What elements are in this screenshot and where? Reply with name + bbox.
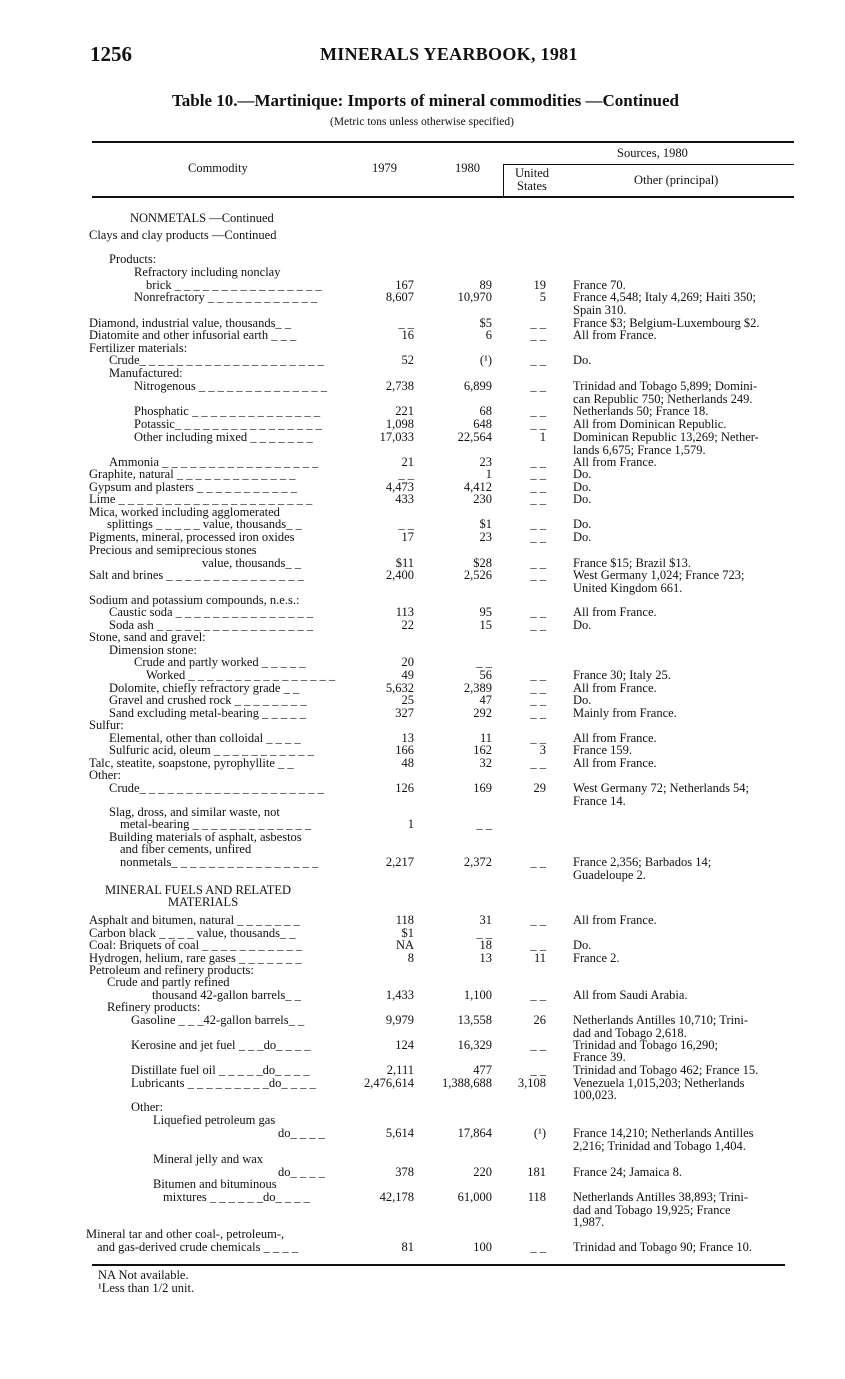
commodity-cell: Dimension stone: — [109, 643, 197, 657]
table-bottom-rule — [92, 1264, 785, 1266]
other-principal-cell: Trinidad and Tobago 462; France 15. — [573, 1063, 759, 1077]
commodity-cell: mixtures _ _ _ _ _ _do_ _ _ _ — [163, 1190, 310, 1204]
value-1979-cell: 2,738 — [385, 379, 414, 393]
united-states-cell: 3,108 — [517, 1076, 546, 1090]
other-principal-cell: Guadeloupe 2. — [573, 868, 646, 882]
commodity-cell: NONMETALS —Continued — [130, 211, 274, 225]
commodity-cell: Sodium and potassium compounds, n.e.s.: — [89, 593, 300, 607]
other-principal-cell: United Kingdom 661. — [573, 581, 683, 595]
other-principal-cell: Do. — [573, 480, 592, 494]
united-states-cell: _ _ — [530, 480, 546, 494]
commodity-cell: Liquefied petroleum gas — [153, 1113, 276, 1127]
other-principal-cell: 100,023. — [573, 1088, 617, 1102]
value-1980-cell: 61,000 — [457, 1190, 492, 1204]
value-1980-cell: 2,389 — [463, 681, 492, 695]
commodity-cell: Precious and semiprecious stones — [89, 543, 257, 557]
commodity-cell: Caustic soda _ _ _ _ _ _ _ _ _ _ _ _ _ _ _ — [109, 605, 314, 619]
table-row — [0, 266, 845, 279]
other-principal-cell: Do. — [573, 938, 592, 952]
value-1980-cell: 23 — [479, 530, 492, 544]
table-row — [0, 896, 845, 909]
other-principal-cell: France 14. — [573, 794, 626, 808]
united-states-cell: 3 — [539, 743, 546, 757]
other-principal-cell: Do. — [573, 353, 592, 367]
value-1979-cell: 21 — [401, 455, 414, 469]
commodity-cell: splittings _ _ _ _ _ value, thousands_ _ — [107, 517, 302, 531]
value-1979-cell: _ _ — [398, 517, 414, 531]
table-row — [0, 1014, 845, 1027]
value-1979-cell: 124 — [395, 1038, 414, 1052]
other-principal-cell: 1,987. — [573, 1215, 605, 1229]
commodity-cell: Crude and partly refined — [107, 975, 230, 989]
commodity-cell: Other: — [131, 1100, 163, 1114]
value-1980-cell: 4,412 — [463, 480, 492, 494]
commodity-cell: Stone, sand and gravel: — [89, 630, 206, 644]
value-1980-cell: 22,564 — [457, 430, 492, 444]
table-row — [0, 212, 845, 225]
value-1980-cell: _ _ — [476, 655, 492, 669]
value-1979-cell: 2,217 — [385, 855, 414, 869]
commodity-cell: and fiber cements, unfired — [120, 842, 252, 856]
commodity-cell: Lubricants _ _ _ _ _ _ _ _ _do_ _ _ _ — [131, 1076, 316, 1090]
table-row — [0, 1241, 845, 1254]
commodity-cell: metal-bearing _ _ _ _ _ _ _ _ _ _ _ _ _ — [120, 817, 312, 831]
commodity-cell: Soda ash _ _ _ _ _ _ _ _ _ _ _ _ _ _ _ _ _ — [109, 618, 314, 632]
value-1980-cell: 68 — [479, 404, 492, 418]
value-1980-cell: 17,864 — [457, 1126, 492, 1140]
value-1979-cell: $11 — [395, 556, 414, 570]
commodity-cell: Nonrefractory _ _ _ _ _ _ _ _ _ _ _ _ — [134, 290, 318, 304]
other-principal-cell: All from Dominican Republic. — [573, 417, 727, 431]
value-1979-cell: 166 — [395, 743, 414, 757]
other-principal-cell: Netherlands Antilles 10,710; Trini- — [573, 1013, 748, 1027]
header-bottom-rule — [92, 196, 794, 198]
united-states-cell: _ _ — [530, 731, 546, 745]
united-states-cell: _ _ — [530, 568, 546, 582]
commodity-cell: Asphalt and bitumen, natural _ _ _ _ _ _ _ — [89, 913, 300, 927]
commodity-cell: Sulfuric acid, oleum _ _ _ _ _ _ _ _ _ _ _ — [109, 743, 314, 757]
value-1980-cell: $28 — [473, 556, 492, 570]
other-principal-cell: France $15; Brazil $13. — [573, 556, 692, 570]
header-top-rule — [92, 141, 794, 143]
commodity-cell: Elemental, other than colloidal _ _ _ _ — [109, 731, 301, 745]
table-row — [0, 782, 845, 795]
commodity-cell: Gasoline _ _ _42-gallon barrels_ _ — [131, 1013, 305, 1027]
value-1979-cell: 2,400 — [385, 568, 414, 582]
other-principal-cell: Trinidad and Tobago 5,899; Domini- — [573, 379, 758, 393]
value-1980-cell: 11 — [479, 731, 492, 745]
value-1979-cell: 8 — [407, 951, 414, 965]
united-states-cell: _ _ — [530, 706, 546, 720]
other-principal-cell: France 30; Italy 25. — [573, 668, 671, 682]
value-1979-cell: 25 — [401, 693, 414, 707]
header-united-states-line1: United — [515, 166, 550, 180]
commodity-cell: Fertilizer materials: — [89, 341, 188, 355]
commodity-cell: Refractory including nonclay — [134, 265, 281, 279]
table-row — [0, 544, 845, 557]
value-1979-cell: 42,178 — [379, 1190, 414, 1204]
value-1980-cell: 56 — [479, 668, 492, 682]
other-principal-cell: Do. — [573, 467, 592, 481]
commodity-cell: brick _ _ _ _ _ _ _ _ _ _ _ _ _ _ _ _ — [146, 278, 322, 292]
value-1980-cell: 162 — [473, 743, 492, 757]
united-states-cell: _ _ — [530, 353, 546, 367]
value-1979-cell: 433 — [395, 492, 414, 506]
united-states-cell: _ _ — [530, 756, 546, 770]
value-1979-cell: 49 — [401, 668, 414, 682]
value-1979-cell: 48 — [401, 756, 414, 770]
other-principal-cell: Mainly from France. — [573, 706, 677, 720]
other-principal-cell: Do. — [573, 618, 592, 632]
value-1979-cell: 52 — [401, 353, 414, 367]
table-row — [0, 1101, 845, 1114]
value-1979-cell: 113 — [395, 605, 414, 619]
value-1980-cell: 18 — [479, 938, 492, 952]
other-principal-cell: Trinidad and Tobago 16,290; — [573, 1038, 718, 1052]
other-principal-cell: Spain 310. — [573, 303, 627, 317]
other-principal-cell: lands 6,675; France 1,579. — [573, 443, 706, 457]
commodity-cell: and gas-derived crude chemicals _ _ _ _ — [97, 1240, 298, 1254]
value-1979-cell: 167 — [395, 278, 414, 292]
value-1979-cell: 1 — [407, 817, 414, 831]
other-principal-cell: West Germany 1,024; France 723; — [573, 568, 745, 582]
united-states-cell: 26 — [533, 1013, 546, 1027]
value-1980-cell: 169 — [473, 781, 492, 795]
table-row — [0, 291, 845, 304]
table-row — [0, 856, 845, 869]
value-1979-cell: 81 — [401, 1240, 414, 1254]
value-1979-cell: 327 — [395, 706, 414, 720]
header-commodity: Commodity — [188, 161, 248, 175]
page-number: 1256 — [90, 42, 132, 66]
other-principal-cell: France 14,210; Netherlands Antilles — [573, 1126, 754, 1140]
other-principal-cell: France 4,548; Italy 4,269; Haiti 350; — [573, 290, 756, 304]
value-1979-cell: 22 — [401, 618, 414, 632]
table-row — [0, 569, 845, 582]
value-1980-cell: 16,329 — [457, 1038, 492, 1052]
commodity-cell: Mica, worked including agglomerated — [89, 505, 280, 519]
table-subtitle: (Metric tons unless otherwise specified) — [330, 116, 514, 128]
value-1980-cell: _ _ — [476, 926, 492, 940]
commodity-cell: Bitumen and bituminous — [153, 1177, 277, 1191]
other-principal-cell: All from France. — [573, 455, 657, 469]
value-1980-cell: 13,558 — [457, 1013, 492, 1027]
table-row — [0, 1140, 845, 1153]
other-principal-cell: France 2,356; Barbados 14; — [573, 855, 712, 869]
value-1980-cell: 1 — [485, 467, 492, 481]
table-row — [0, 869, 845, 882]
table-row — [0, 1153, 845, 1166]
united-states-cell: _ _ — [530, 1038, 546, 1052]
commodity-cell: Salt and brines _ _ _ _ _ _ _ _ _ _ _ _ _ _ _ — [89, 568, 304, 582]
value-1980-cell: 648 — [473, 417, 492, 431]
value-1980-cell: 220 — [473, 1165, 492, 1179]
commodity-cell: Graphite, natural _ _ _ _ _ _ _ _ _ _ _ _ _ — [89, 467, 296, 481]
header-1980: 1980 — [455, 161, 480, 175]
value-1980-cell: 6 — [485, 328, 492, 342]
value-1980-cell: 47 — [479, 693, 492, 707]
united-states-cell: _ _ — [530, 938, 546, 952]
united-states-cell: _ _ — [530, 1063, 546, 1077]
commodity-cell: Lime _ _ _ _ _ _ _ _ _ _ _ _ _ _ _ _ _ _ _ _ _ — [89, 492, 313, 506]
commodity-cell: value, thousands_ _ — [202, 556, 301, 570]
header-sources-1980: Sources, 1980 — [617, 146, 688, 160]
value-1979-cell: 20 — [401, 655, 414, 669]
commodity-cell: Phosphatic _ _ _ _ _ _ _ _ _ _ _ _ _ _ — [134, 404, 321, 418]
commodity-cell: Potassic_ _ _ _ _ _ _ _ _ _ _ _ _ _ _ _ — [134, 417, 322, 431]
other-principal-cell: can Republic 750; Netherlands 249. — [573, 392, 753, 406]
value-1979-cell: 118 — [395, 913, 414, 927]
other-principal-cell: 2,216; Trinidad and Tobago 1,404. — [573, 1139, 746, 1153]
commodity-cell: Carbon black _ _ _ _ value, thousands_ _ — [89, 926, 296, 940]
united-states-cell: _ _ — [530, 681, 546, 695]
other-principal-cell: All from France. — [573, 731, 657, 745]
value-1979-cell: 2,476,614 — [364, 1076, 414, 1090]
united-states-cell: (¹) — [533, 1126, 546, 1140]
commodity-cell: Talc, steatite, soapstone, pyrophyllite _ _ — [89, 756, 294, 770]
commodity-cell: Coal: Briquets of coal _ _ _ _ _ _ _ _ _ _ _ — [89, 938, 303, 952]
value-1980-cell: $1 — [479, 517, 492, 531]
commodity-cell: thousand 42-gallon barrels_ _ — [152, 988, 301, 1002]
other-principal-cell: All from France. — [573, 756, 657, 770]
value-1980-cell: 13 — [479, 951, 492, 965]
commodity-cell: Worked _ _ _ _ _ _ _ _ _ _ _ _ _ _ _ _ — [146, 668, 336, 682]
commodity-cell: nonmetals_ _ _ _ _ _ _ _ _ _ _ _ _ _ _ _ — [120, 855, 319, 869]
table-row — [0, 229, 845, 242]
value-1979-cell: 5,614 — [385, 1126, 414, 1140]
other-principal-cell: Do. — [573, 492, 592, 506]
other-principal-cell: France 24; Jamaica 8. — [573, 1165, 682, 1179]
other-principal-cell: dad and Tobago 2,618. — [573, 1026, 687, 1040]
header-other-principal: Other (principal) — [634, 173, 719, 187]
value-1979-cell: 221 — [395, 404, 414, 418]
value-1980-cell: 100 — [473, 1240, 492, 1254]
value-1980-cell: 230 — [473, 492, 492, 506]
commodity-cell: Nitrogenous _ _ _ _ _ _ _ _ _ _ _ _ _ _ — [134, 379, 328, 393]
other-principal-cell: All from France. — [573, 605, 657, 619]
other-principal-cell: Do. — [573, 530, 592, 544]
united-states-cell: _ _ — [530, 328, 546, 342]
value-1979-cell: 5,632 — [385, 681, 414, 695]
value-1980-cell: 1,100 — [463, 988, 492, 1002]
value-1980-cell: 477 — [473, 1063, 492, 1077]
value-1980-cell: _ _ — [476, 817, 492, 831]
value-1980-cell: 6,899 — [463, 379, 492, 393]
value-1980-cell: 95 — [479, 605, 492, 619]
commodity-cell: MINERAL FUELS AND RELATED — [105, 883, 291, 897]
united-states-cell: _ _ — [530, 404, 546, 418]
value-1980-cell: (¹) — [479, 353, 492, 367]
commodity-cell: Distillate fuel oil _ _ _ _ _do_ _ _ _ — [131, 1063, 310, 1077]
commodity-cell: Diatomite and other infusorial earth _ _ _ — [89, 328, 297, 342]
commodity-cell: Mineral tar and other coal-, petroleum-, — [86, 1227, 285, 1241]
other-principal-cell: dad and Tobago 19,925; France — [573, 1203, 731, 1217]
united-states-cell: _ _ — [530, 556, 546, 570]
value-1979-cell: 17,033 — [379, 430, 414, 444]
united-states-cell: _ _ — [530, 618, 546, 632]
united-states-cell: _ _ — [530, 605, 546, 619]
commodity-cell: Manufactured: — [109, 366, 183, 380]
commodity-cell: Products: — [109, 252, 157, 266]
value-1979-cell: 9,979 — [385, 1013, 414, 1027]
value-1980-cell: 15 — [479, 618, 492, 632]
united-states-cell: _ _ — [530, 417, 546, 431]
commodity-cell: Pigments, mineral, processed iron oxides — [89, 530, 295, 544]
value-1979-cell: NA — [395, 938, 414, 952]
other-principal-cell: France 2. — [573, 951, 620, 965]
other-principal-cell: All from Saudi Arabia. — [573, 988, 688, 1002]
footnote-1: ¹Less than 1/2 unit. — [98, 1281, 195, 1295]
value-1980-cell: 32 — [479, 756, 492, 770]
other-principal-cell: Netherlands 50; France 18. — [573, 404, 709, 418]
value-1979-cell: $1 — [401, 926, 414, 940]
commodity-cell: Dolomite, chiefly refractory grade _ _ — [109, 681, 300, 695]
other-principal-cell: Venezuela 1,015,203; Netherlands — [573, 1076, 745, 1090]
value-1979-cell: 2,111 — [386, 1063, 414, 1077]
value-1980-cell: 2,526 — [463, 568, 492, 582]
commodity-cell: MATERIALS — [168, 895, 239, 909]
value-1979-cell: 8,607 — [385, 290, 414, 304]
header-1979: 1979 — [372, 161, 397, 175]
commodity-cell: Gypsum and plasters _ _ _ _ _ _ _ _ _ _ _ — [89, 480, 297, 494]
united-states-cell: _ _ — [530, 855, 546, 869]
united-states-cell: _ _ — [530, 517, 546, 531]
value-1979-cell: 17 — [401, 530, 414, 544]
united-states-cell: _ _ — [530, 455, 546, 469]
commodity-cell: Crude_ _ _ _ _ _ _ _ _ _ _ _ _ _ _ _ _ _ _ _ — [109, 781, 324, 795]
value-1979-cell: 1,433 — [385, 988, 414, 1002]
commodity-cell: Petroleum and refinery products: — [89, 963, 254, 977]
value-1980-cell: 2,372 — [463, 855, 492, 869]
commodity-cell: Other: — [89, 768, 121, 782]
table-row — [0, 976, 845, 989]
other-principal-cell: Do. — [573, 693, 592, 707]
other-principal-cell: All from France. — [573, 913, 657, 927]
commodity-cell: do_ _ _ _ — [278, 1165, 325, 1179]
commodity-cell: Hydrogen, helium, rare gases _ _ _ _ _ _ _ — [89, 951, 302, 965]
value-1980-cell: 1,388,688 — [442, 1076, 492, 1090]
footnote-na: NA Not available. — [98, 1268, 189, 1282]
united-states-cell: _ _ — [530, 693, 546, 707]
other-principal-cell: Do. — [573, 517, 592, 531]
united-states-cell: _ _ — [530, 316, 546, 330]
commodity-cell: Other including mixed _ _ _ _ _ _ _ — [134, 430, 313, 444]
commodity-cell: Gravel and crushed rock _ _ _ _ _ _ _ _ — [109, 693, 307, 707]
united-states-cell: 11 — [533, 951, 546, 965]
other-principal-cell: West Germany 72; Netherlands 54; — [573, 781, 750, 795]
other-principal-cell: All from France. — [573, 681, 657, 695]
other-principal-cell: France 159. — [573, 743, 633, 757]
other-principal-cell: France 39. — [573, 1050, 626, 1064]
table-row — [0, 431, 845, 444]
commodity-cell: Sulfur: — [89, 718, 124, 732]
commodity-cell: Diamond, industrial value, thousands_ _ — [89, 316, 292, 330]
other-principal-cell: All from France. — [573, 328, 657, 342]
commodity-cell: Ammonia _ _ _ _ _ _ _ _ _ _ _ _ _ _ _ _ _ — [109, 455, 319, 469]
table-title: Table 10.—Martinique: Imports of mineral commodities —Continued — [172, 91, 680, 110]
value-1979-cell: 1,098 — [385, 417, 414, 431]
other-principal-cell: Trinidad and Tobago 90; France 10. — [573, 1240, 752, 1254]
commodity-cell: Refinery products: — [107, 1000, 201, 1014]
united-states-cell: _ _ — [530, 988, 546, 1002]
sources-underline-rule — [503, 164, 794, 165]
commodity-cell: Kerosine and jet fuel _ _ _do_ _ _ _ — [131, 1038, 311, 1052]
united-states-cell: _ _ — [530, 1240, 546, 1254]
value-1980-cell: 31 — [479, 913, 492, 927]
value-1979-cell: 13 — [401, 731, 414, 745]
value-1980-cell: $5 — [479, 316, 492, 330]
commodity-cell: do_ _ _ _ — [278, 1126, 325, 1140]
other-principal-cell: France 70. — [573, 278, 626, 292]
table-row — [0, 253, 845, 266]
value-1979-cell: _ _ — [398, 467, 414, 481]
united-states-cell: _ _ — [530, 467, 546, 481]
value-1979-cell: _ _ — [398, 316, 414, 330]
other-principal-cell: Dominican Republic 13,269; Nether- — [573, 430, 759, 444]
value-1980-cell: 89 — [479, 278, 492, 292]
value-1979-cell: 4,473 — [385, 480, 414, 494]
united-states-cell: 29 — [533, 781, 546, 795]
commodity-cell: Mineral jelly and wax — [153, 1152, 264, 1166]
commodity-cell: Slag, dross, and similar waste, not — [109, 805, 280, 819]
united-states-cell: 19 — [533, 278, 546, 292]
united-states-cell: _ _ — [530, 492, 546, 506]
other-principal-cell: France $3; Belgium-Luxembourg $2. — [573, 316, 760, 330]
commodity-cell: Crude and partly worked _ _ _ _ _ — [134, 655, 306, 669]
united-states-cell: 1 — [539, 430, 546, 444]
commodity-cell: Clays and clay products —Continued — [89, 228, 277, 242]
value-1979-cell: 126 — [395, 781, 414, 795]
commodity-cell: Sand excluding metal-bearing _ _ _ _ _ — [109, 706, 306, 720]
united-states-cell: _ _ — [530, 379, 546, 393]
commodity-cell: Crude_ _ _ _ _ _ _ _ _ _ _ _ _ _ _ _ _ _ _ _ — [109, 353, 324, 367]
value-1980-cell: 10,970 — [457, 290, 492, 304]
value-1979-cell: 16 — [401, 328, 414, 342]
united-states-cell: 181 — [527, 1165, 546, 1179]
commodity-cell: Building materials of asphalt, asbestos — [109, 830, 302, 844]
united-states-cell: 5 — [539, 290, 546, 304]
running-head: MINERALS YEARBOOK, 1981 — [320, 44, 578, 64]
value-1980-cell: 292 — [473, 706, 492, 720]
table-row — [0, 656, 845, 669]
value-1980-cell: 23 — [479, 455, 492, 469]
united-states-cell: 118 — [527, 1190, 546, 1204]
header-united-states-line2: States — [517, 179, 547, 193]
united-states-cell: _ _ — [530, 668, 546, 682]
united-states-cell: _ _ — [530, 530, 546, 544]
sources-column-divider — [503, 164, 504, 197]
other-principal-cell: Netherlands Antilles 38,893; Trini- — [573, 1190, 748, 1204]
united-states-cell: _ _ — [530, 913, 546, 927]
value-1979-cell: 378 — [395, 1165, 414, 1179]
